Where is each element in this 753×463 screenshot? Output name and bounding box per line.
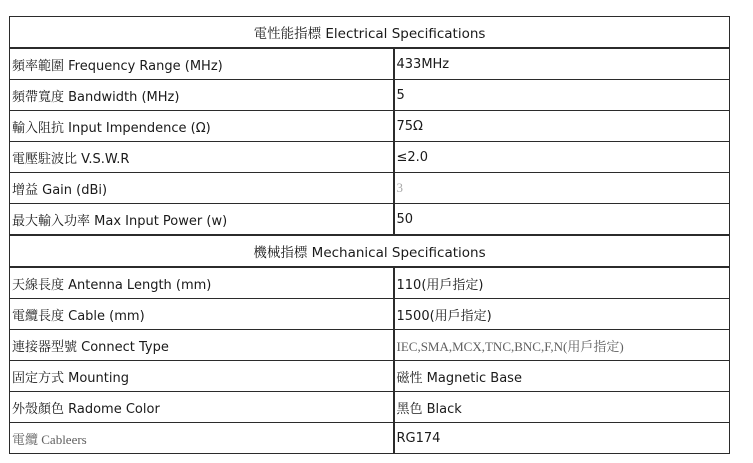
table-row — [10, 111, 730, 142]
vswr-label: 電壓駐波比 V.S.W.R — [10, 142, 394, 173]
spec-table — [9, 16, 730, 454]
electrical-heading: 電性能指標 Electrical Specifications — [10, 17, 730, 49]
cable-length-value: 1500(用戶指定) — [394, 299, 730, 330]
table-row — [10, 48, 730, 80]
table-row — [10, 267, 730, 299]
table-row — [10, 173, 730, 204]
table-row — [10, 299, 730, 330]
mounting-value: 磁性 Magnetic Base — [394, 361, 730, 392]
table-row — [10, 80, 730, 111]
section-header-row — [10, 235, 730, 267]
connector-type-label: 連接器型號 Connect Type — [10, 330, 394, 361]
vswr-value: ≤2.0 — [394, 142, 730, 173]
radome-color-value: 黑色 Black — [394, 392, 730, 423]
bandwidth-label: 頻帶寬度 Bandwidth (MHz) — [10, 80, 394, 111]
radome-color-label: 外殼顏色 Radome Color — [10, 392, 394, 423]
section-header-row — [10, 17, 730, 49]
table-row — [10, 330, 730, 361]
input-impedance-label: 輸入阻抗 Input Impendence (Ω) — [10, 111, 394, 142]
frequency-range-value: 433MHz — [394, 48, 730, 80]
table-row — [10, 204, 730, 236]
frequency-range-label: 頻率範圍 Frequency Range (MHz) — [10, 48, 394, 80]
cable-length-label: 電纜長度 Cable (mm) — [10, 299, 394, 330]
antenna-length-value: 110(用戶指定) — [394, 267, 730, 299]
table-row — [10, 392, 730, 423]
gain-value: 3 — [394, 173, 730, 204]
connector-type-value: IEC,SMA,MCX,TNC,BNC,F,N(用戶指定) — [394, 330, 730, 361]
cable-type-value: RG174 — [394, 423, 730, 454]
table-row — [10, 361, 730, 392]
input-impedance-value: 75Ω — [394, 111, 730, 142]
max-input-power-label: 最大輸入功率 Max Input Power (w) — [10, 204, 394, 236]
cable-type-label: 電纜 Cableers — [10, 423, 394, 454]
table-row — [10, 423, 730, 454]
antenna-length-label: 天線長度 Antenna Length (mm) — [10, 267, 394, 299]
mechanical-heading: 機械指標 Mechanical Specifications — [10, 235, 730, 267]
mounting-label: 固定方式 Mounting — [10, 361, 394, 392]
gain-label: 增益 Gain (dBi) — [10, 173, 394, 204]
table-row — [10, 142, 730, 173]
bandwidth-value: 5 — [394, 80, 730, 111]
max-input-power-value: 50 — [394, 204, 730, 236]
